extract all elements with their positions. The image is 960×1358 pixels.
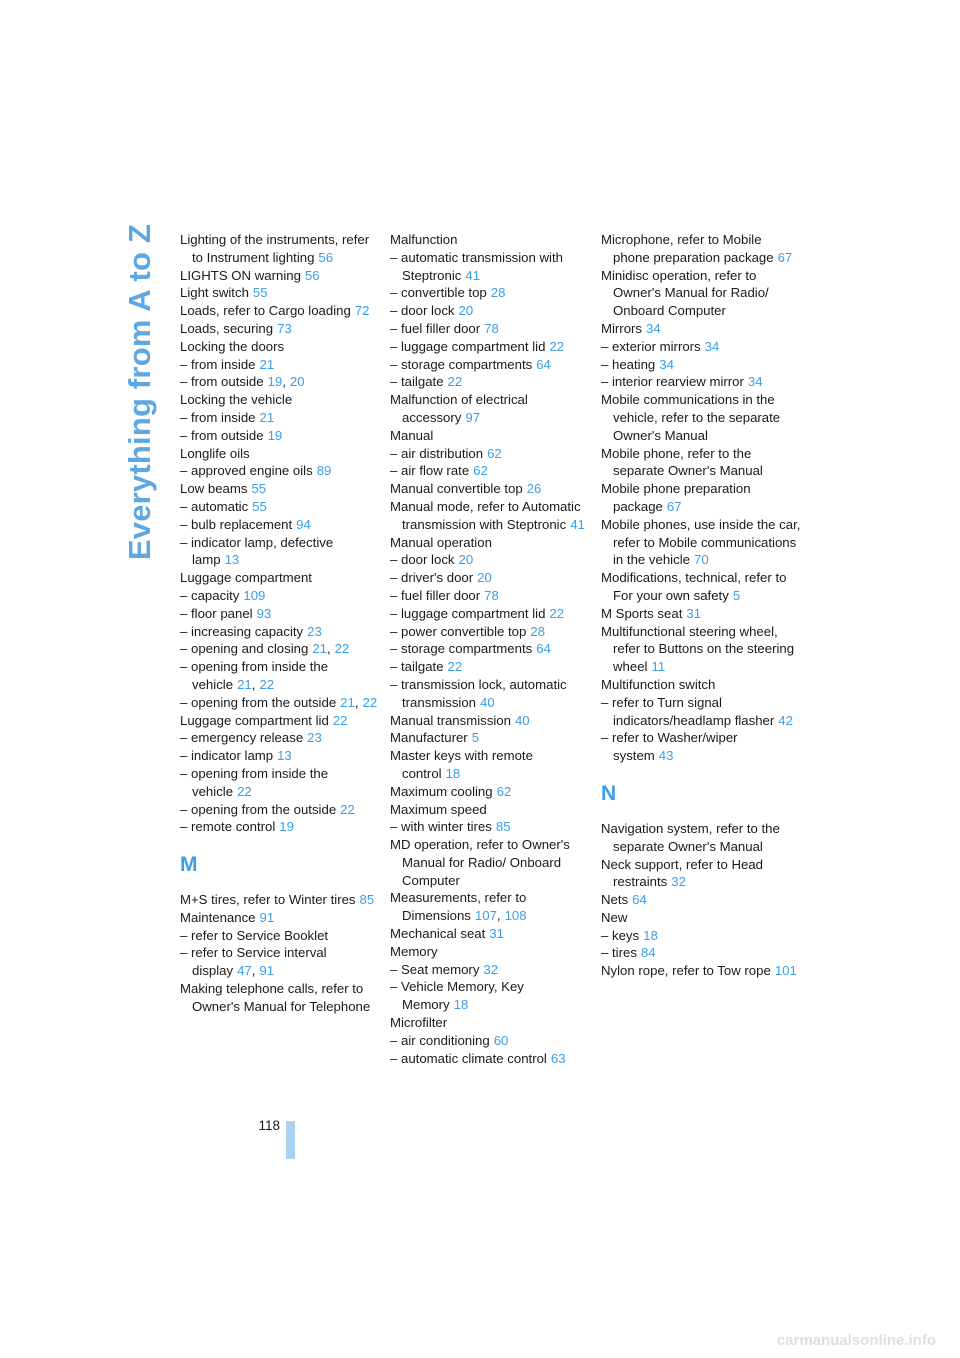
page-reference-link[interactable]: 13 bbox=[224, 552, 240, 568]
page-reference-link[interactable]: 47 bbox=[237, 963, 252, 979]
index-entry bbox=[390, 284, 590, 302]
index-entry-text: – power convertible top bbox=[390, 623, 527, 639]
page-reference-link[interactable]: 34 bbox=[704, 338, 720, 354]
index-entry bbox=[390, 801, 590, 819]
index-entry bbox=[390, 747, 590, 783]
index-entry bbox=[390, 498, 590, 534]
index-entry-text: Nylon rope, refer to Tow rope bbox=[601, 963, 771, 979]
index-entry-text: Mechanical seat bbox=[390, 926, 486, 942]
index-entry-text: – automatic transmission with Steptronic bbox=[390, 249, 563, 283]
index-entry bbox=[390, 961, 590, 979]
index-entry bbox=[180, 712, 380, 730]
index-entry bbox=[601, 820, 801, 856]
page-reference-link[interactable]: 13 bbox=[277, 748, 292, 764]
page-reference-link[interactable]: 22 bbox=[332, 712, 348, 728]
index-entry-text: – bulb replacement bbox=[180, 516, 293, 532]
page-reference-link[interactable]: 23 bbox=[307, 730, 322, 746]
index-entry-text: Microfilter bbox=[390, 1015, 448, 1031]
index-entry bbox=[601, 569, 801, 605]
index-entry-text: – heating bbox=[601, 356, 656, 372]
index-entry-text: Luggage compartment bbox=[180, 570, 312, 586]
page-reference-link[interactable]: 22 bbox=[237, 783, 252, 799]
page-reference-link[interactable]: 91 bbox=[259, 963, 275, 979]
index-entry bbox=[180, 356, 380, 374]
page-reference-link[interactable]: 28 bbox=[530, 623, 546, 639]
index-entry-text: Malfunction bbox=[390, 232, 458, 247]
page-reference-link[interactable]: 72 bbox=[354, 303, 370, 319]
page-reference-link[interactable]: 73 bbox=[277, 320, 292, 336]
index-entry-text: Mobile phones, use inside the car, refer to Mobile communications in the vehicle bbox=[601, 516, 801, 568]
index-entry bbox=[601, 927, 801, 945]
index-column-2 bbox=[390, 231, 590, 1067]
index-entry bbox=[180, 534, 380, 570]
index-entry bbox=[390, 836, 590, 889]
index-entry-text: – tires bbox=[601, 945, 637, 961]
index-entry: Measurements, refer to Dimensions 107, 108 bbox=[390, 890, 527, 924]
page-reference-link[interactable]: 67 bbox=[666, 498, 682, 514]
index-entry bbox=[180, 587, 380, 605]
index-entry-text: – storage compartments bbox=[390, 356, 533, 372]
index-entry bbox=[390, 712, 590, 730]
index-entry bbox=[180, 498, 380, 516]
index-entry-text: Maximum speed bbox=[390, 801, 487, 817]
index-entry bbox=[390, 1032, 590, 1050]
page-reference-link[interactable]: 60 bbox=[493, 1032, 509, 1048]
index-entry bbox=[180, 267, 380, 285]
page-reference-link[interactable]: 21 bbox=[237, 676, 252, 692]
index-entry bbox=[601, 391, 801, 444]
index-entry-text: Locking the doors bbox=[180, 338, 285, 354]
index-entry bbox=[180, 462, 380, 480]
page-reference-link[interactable]: 21 bbox=[259, 409, 275, 425]
page-reference-link[interactable]: 34 bbox=[646, 320, 661, 336]
page-reference-link[interactable]: 22 bbox=[362, 694, 378, 710]
index-entry bbox=[601, 267, 801, 320]
index-entry-text: – luggage compartment lid bbox=[390, 605, 546, 621]
page-reference-link[interactable]: 55 bbox=[252, 498, 267, 514]
index-entry bbox=[390, 231, 590, 249]
index-entry bbox=[390, 925, 590, 943]
page-reference-link[interactable]: 101 bbox=[774, 963, 797, 979]
index-entry bbox=[601, 729, 801, 765]
index-entry bbox=[601, 856, 801, 892]
page-reference-link[interactable]: 43 bbox=[658, 748, 674, 764]
index-entry: – opening from inside the vehicle 21, 22 bbox=[180, 659, 329, 692]
index-entry bbox=[180, 409, 380, 427]
index-entry bbox=[180, 605, 380, 623]
index-entry-text: Multifunction switch bbox=[601, 676, 716, 692]
page-reference-link[interactable]: 40 bbox=[514, 712, 530, 728]
index-entry-text: Neck support, refer to Head restraints bbox=[601, 856, 763, 890]
index-entry-text: Light switch bbox=[180, 285, 249, 301]
index-entry-text: – air conditioning bbox=[390, 1032, 490, 1048]
index-entry: – from outside 19, 20 bbox=[180, 374, 305, 390]
index-entry bbox=[390, 445, 590, 463]
index-entry-text: MD operation, refer to Owner's Manual for Radio/ Onboard Computer bbox=[390, 837, 570, 888]
index-entry bbox=[601, 962, 801, 980]
index-letter-heading: M bbox=[180, 853, 198, 877]
index-entry bbox=[601, 944, 801, 962]
page-reference-link[interactable]: 20 bbox=[458, 552, 474, 568]
index-entry-text: Loads, refer to Cargo loading bbox=[180, 303, 351, 319]
index-entry bbox=[601, 891, 801, 909]
index-entry-text: Manual mode, refer to Automatic transmission with Steptronic bbox=[390, 498, 581, 532]
page-reference-link[interactable]: 5 bbox=[471, 730, 480, 746]
index-entry bbox=[180, 980, 380, 1016]
index-entry-text: – transmission lock, automatic transmission bbox=[390, 676, 567, 710]
index-entry bbox=[180, 818, 380, 836]
index-entry bbox=[601, 356, 801, 374]
page-reference-link[interactable]: 22 bbox=[447, 659, 463, 675]
index-entry bbox=[180, 909, 380, 927]
page-reference-link[interactable]: 62 bbox=[473, 463, 488, 479]
index-entry-text: – keys bbox=[601, 927, 640, 943]
watermark: carmanualsonline.info bbox=[776, 1332, 936, 1349]
index-entry-text: – automatic bbox=[180, 498, 249, 514]
page-number: 118 bbox=[258, 1118, 280, 1133]
page-reference-link[interactable]: 22 bbox=[549, 338, 565, 354]
page-reference-link[interactable]: 85 bbox=[495, 819, 511, 835]
index-entry bbox=[390, 605, 590, 623]
page-reference-link[interactable]: 64 bbox=[536, 641, 551, 657]
page-reference-link[interactable]: 84 bbox=[640, 945, 656, 961]
index-entry bbox=[601, 480, 801, 516]
index-entry-text: Manufacturer bbox=[390, 730, 468, 746]
page-reference-link[interactable]: 22 bbox=[549, 605, 565, 621]
index-entry bbox=[390, 338, 590, 356]
index-entry bbox=[390, 480, 590, 498]
index-entry-text: – emergency release bbox=[180, 730, 304, 746]
index-entry bbox=[390, 1014, 590, 1032]
page-reference-link[interactable]: 22 bbox=[259, 676, 275, 692]
page-reference-link[interactable]: 11 bbox=[651, 659, 666, 675]
index-entry-text: – driver's door bbox=[390, 570, 474, 586]
index-entry bbox=[390, 676, 590, 712]
index-entry-text: Low beams bbox=[180, 481, 248, 497]
index-entry: – refer to Service interval display 47, 91 bbox=[180, 945, 327, 979]
page-reference-link[interactable]: 64 bbox=[536, 356, 551, 372]
page-reference-link[interactable]: 91 bbox=[259, 909, 275, 925]
index-entry-text: – increasing capacity bbox=[180, 623, 304, 639]
page-reference-link[interactable]: 19 bbox=[279, 819, 294, 835]
index-entry bbox=[180, 231, 380, 267]
index-entry bbox=[390, 356, 590, 374]
page-reference-link[interactable]: 31 bbox=[686, 605, 702, 621]
index-entry bbox=[601, 338, 801, 356]
page-reference-link[interactable]: 18 bbox=[445, 765, 461, 781]
index-entry-text: – tailgate bbox=[390, 659, 444, 675]
index-entry-text: Maintenance bbox=[180, 909, 256, 925]
index-entry-text: Luggage compartment lid bbox=[180, 712, 329, 728]
index-entry bbox=[601, 623, 801, 676]
index-entry bbox=[601, 605, 801, 623]
index-entry bbox=[390, 623, 590, 641]
index-entry bbox=[180, 891, 380, 909]
index-entry bbox=[180, 391, 380, 409]
page-reference-link[interactable]: 42 bbox=[778, 712, 793, 728]
index-entry-text: Modifications, technical, refer to For your own safety bbox=[601, 570, 787, 603]
page-reference-link[interactable]: 19 bbox=[267, 374, 283, 390]
index-entry: – opening from the outside 21, 22 bbox=[180, 694, 378, 710]
index-entry-text: Locking the vehicle bbox=[180, 392, 293, 408]
page-reference-link[interactable]: 34 bbox=[659, 356, 674, 372]
page-reference-link[interactable]: 55 bbox=[251, 481, 267, 497]
index-entry bbox=[390, 818, 590, 836]
side-section-title-text: Everything from A to Z bbox=[122, 223, 158, 561]
index-entry bbox=[601, 320, 801, 338]
page-reference-link[interactable]: 78 bbox=[484, 587, 499, 603]
index-entry-text: Lighting of the instruments, refer to Instrument lighting bbox=[180, 232, 370, 265]
index-entry bbox=[180, 480, 380, 498]
index-entry-text: Maximum cooling bbox=[390, 783, 493, 799]
page-reference-link[interactable]: 41 bbox=[465, 267, 481, 283]
page-reference-link[interactable]: 62 bbox=[496, 783, 512, 799]
index-entry-text: – with winter tires bbox=[390, 819, 492, 835]
index-entry bbox=[180, 623, 380, 641]
page-reference-link[interactable]: 78 bbox=[484, 320, 499, 336]
index-entry-text: Memory bbox=[390, 943, 438, 959]
index-entry-text: – opening and closing bbox=[180, 641, 309, 657]
index-entry-text: M Sports seat bbox=[601, 605, 683, 621]
index-entry-text: – opening from inside the vehicle bbox=[180, 765, 329, 799]
index-entry-text: Microphone, refer to Mobile phone preparation package bbox=[601, 232, 774, 265]
page-reference-link[interactable]: 89 bbox=[316, 463, 332, 479]
index-entry-text: – door lock bbox=[390, 552, 455, 568]
index-entry-text: – Seat memory bbox=[390, 961, 480, 977]
index-entry bbox=[180, 801, 380, 819]
index-entry bbox=[601, 909, 801, 927]
page-reference-link[interactable]: 70 bbox=[693, 552, 709, 568]
page-reference-link[interactable]: 109 bbox=[243, 587, 266, 603]
page-reference-link[interactable]: 56 bbox=[318, 249, 334, 265]
index-entry-text: Measurements, refer to Dimensions bbox=[390, 890, 527, 924]
index-entry-text: Multifunctional steering wheel, refer to Buttons on the steering wheel bbox=[601, 623, 795, 675]
page-reference-link[interactable]: 94 bbox=[296, 516, 311, 532]
page-reference-link[interactable]: 21 bbox=[259, 356, 275, 372]
page-reference-link[interactable]: 85 bbox=[359, 892, 375, 908]
index-column-1 bbox=[180, 231, 380, 1016]
index-entry bbox=[180, 927, 380, 945]
index-entry bbox=[180, 569, 380, 587]
index-entry-text: Navigation system, refer to the separate Owner's Manual bbox=[601, 820, 780, 854]
index-entry-text: – fuel filler door bbox=[390, 320, 481, 336]
index-entry-text: Loads, securing bbox=[180, 320, 274, 336]
index-entry bbox=[180, 284, 380, 302]
index-entry bbox=[390, 462, 590, 480]
index-entry-text: – refer to Service Booklet bbox=[180, 927, 329, 943]
index-entry-text: – luggage compartment lid bbox=[390, 338, 546, 354]
index-entry-text: – opening from the outside bbox=[180, 694, 337, 710]
index-entry-text: – air flow rate bbox=[390, 463, 470, 479]
index-entry bbox=[390, 320, 590, 338]
index-entry-text: – from outside bbox=[180, 427, 264, 443]
index-entry bbox=[601, 694, 801, 730]
index-entry-text: Manual convertible top bbox=[390, 481, 523, 497]
index-entry bbox=[601, 373, 801, 391]
index-entry bbox=[390, 783, 590, 801]
index-entry-text: – from inside bbox=[180, 409, 256, 425]
page-reference-link[interactable]: 18 bbox=[453, 997, 469, 1013]
index-entry bbox=[180, 747, 380, 765]
index-entry bbox=[601, 445, 801, 481]
page-reference-link[interactable]: 63 bbox=[550, 1050, 566, 1066]
index-entry-text: New bbox=[601, 909, 628, 925]
index-entry-text: Mobile phone preparation package bbox=[601, 481, 751, 514]
index-entry bbox=[390, 587, 590, 605]
page-reference-link[interactable]: 18 bbox=[643, 927, 658, 943]
page-reference-link[interactable]: 23 bbox=[307, 623, 322, 639]
index-entry-text: – remote control bbox=[180, 819, 276, 835]
index-entry bbox=[601, 231, 801, 267]
page-reference-link[interactable]: 62 bbox=[487, 445, 502, 461]
index-entry-text: Manual transmission bbox=[390, 712, 511, 728]
page-reference-link[interactable]: 40 bbox=[480, 694, 495, 710]
index-entry-text: – tailgate bbox=[390, 374, 444, 390]
index-entry bbox=[180, 338, 380, 356]
index-entry-text: – opening from the outside bbox=[180, 801, 337, 817]
index-entry bbox=[390, 658, 590, 676]
page-reference-link[interactable]: 67 bbox=[777, 249, 793, 265]
index-entry bbox=[180, 427, 380, 445]
page-reference-link[interactable]: 22 bbox=[334, 641, 350, 657]
index-entry-text: – floor panel bbox=[180, 605, 253, 621]
page-reference-link[interactable]: 107 bbox=[474, 908, 497, 924]
index-column-3 bbox=[601, 231, 801, 980]
index-entry bbox=[390, 373, 590, 391]
index-entry-text: – fuel filler door bbox=[390, 587, 481, 603]
index-entry-text: – from outside bbox=[180, 374, 264, 390]
index-entry bbox=[390, 427, 590, 445]
index-entry bbox=[390, 640, 590, 658]
page-reference-link[interactable]: 56 bbox=[304, 267, 320, 283]
page-reference-link[interactable]: 55 bbox=[252, 285, 268, 301]
index-entry-text: Longlife oils bbox=[180, 445, 250, 461]
page-reference-link[interactable]: 21 bbox=[340, 694, 355, 710]
index-entry-text: – convertible top bbox=[390, 285, 487, 301]
index-entry bbox=[180, 320, 380, 338]
side-section-title bbox=[120, 223, 160, 561]
index-entry bbox=[180, 302, 380, 320]
index-entry-text: Mirrors bbox=[601, 320, 643, 336]
index-entry-text: – from inside bbox=[180, 356, 256, 372]
index-entry bbox=[180, 729, 380, 747]
index-entry bbox=[601, 676, 801, 694]
index-entry: – opening and closing 21, 22 bbox=[180, 641, 350, 657]
index-entry-text: – automatic climate control bbox=[390, 1050, 547, 1066]
index-entry-text: – capacity bbox=[180, 587, 240, 603]
index-entry-text: – indicator lamp, defective lamp bbox=[180, 534, 334, 568]
page-reference-link[interactable]: 32 bbox=[671, 874, 686, 890]
index-entry bbox=[180, 516, 380, 534]
index-entry bbox=[390, 534, 590, 552]
page-reference-link[interactable]: 19 bbox=[267, 427, 283, 443]
page-reference-link[interactable]: 93 bbox=[256, 605, 272, 621]
page-reference-link[interactable]: 108 bbox=[504, 908, 527, 924]
index-letter-heading: N bbox=[601, 781, 617, 805]
index-entry bbox=[390, 943, 590, 961]
page-reference-link[interactable]: 20 bbox=[458, 303, 474, 319]
index-entry-text: – approved engine oils bbox=[180, 463, 313, 479]
page-reference-link[interactable]: 5 bbox=[732, 587, 741, 603]
index-entry-text: M+S tires, refer to Winter tires bbox=[180, 892, 356, 908]
page-reference-link[interactable]: 22 bbox=[340, 801, 355, 817]
page-reference-link[interactable]: 41 bbox=[570, 516, 585, 532]
index-entry-text: Mobile phone, refer to the separate Owner's Manual bbox=[601, 445, 763, 479]
index-entry-text: Minidisc operation, refer to Owner's Manual for Radio/ Onboard Computer bbox=[601, 267, 769, 319]
page-reference-link[interactable]: 64 bbox=[632, 892, 647, 908]
index-entry bbox=[601, 516, 801, 569]
index-entry bbox=[390, 729, 590, 747]
page-reference-link[interactable]: 20 bbox=[289, 374, 305, 390]
index-entry bbox=[180, 445, 380, 463]
index-entry-text: Malfunction of electrical accessory bbox=[390, 392, 528, 425]
index-entry-text: Manual bbox=[390, 427, 434, 443]
footer-accent-bar bbox=[286, 1121, 295, 1159]
page-reference-link[interactable]: 32 bbox=[483, 961, 499, 977]
index-entry-text: – exterior mirrors bbox=[601, 338, 701, 354]
index-entry-text: – refer to Turn signal indicators/headlamp flasher bbox=[601, 694, 775, 728]
index-entry-text: – indicator lamp bbox=[180, 748, 274, 764]
index-entry bbox=[390, 249, 590, 285]
index-entry-text: LIGHTS ON warning bbox=[180, 267, 301, 283]
page-reference-link[interactable]: 28 bbox=[490, 285, 506, 301]
index-entry-text: – refer to Washer/wiper system bbox=[601, 730, 738, 764]
index-entry bbox=[390, 302, 590, 320]
page-reference-link[interactable]: 21 bbox=[312, 641, 327, 657]
page-reference-link[interactable]: 97 bbox=[465, 409, 481, 425]
index-entry-text: – refer to Service interval display bbox=[180, 945, 327, 979]
index-entry-text: – door lock bbox=[390, 303, 455, 319]
index-entry-text: – interior rearview mirror bbox=[601, 374, 744, 390]
index-entry bbox=[390, 1050, 590, 1068]
page-reference-link[interactable]: 20 bbox=[477, 570, 492, 586]
page-reference-link[interactable]: 26 bbox=[526, 481, 542, 497]
index-entry bbox=[390, 569, 590, 587]
index-entry-text: Mobile communications in the vehicle, refer to the separate Owner's Manual bbox=[601, 392, 781, 443]
index-entry bbox=[390, 978, 590, 1014]
index-entry bbox=[390, 391, 590, 427]
index-entry bbox=[390, 551, 590, 569]
index-entry-text: Nets bbox=[601, 892, 629, 908]
index-entry bbox=[180, 765, 380, 801]
index-entry-text: – air distribution bbox=[390, 445, 484, 461]
index-entry-text: – opening from inside the vehicle bbox=[180, 659, 329, 692]
page-reference-link[interactable]: 34 bbox=[747, 374, 763, 390]
index-entry-text: – storage compartments bbox=[390, 641, 533, 657]
index-entry-text: Making telephone calls, refer to Owner's Manual for Telephone bbox=[180, 981, 371, 1014]
index-entry-text: Master keys with remote control bbox=[390, 748, 533, 781]
index-entry-text: – Vehicle Memory, Key Memory bbox=[390, 979, 524, 1013]
index-entry-text: Manual operation bbox=[390, 534, 492, 550]
page-reference-link[interactable]: 22 bbox=[447, 374, 463, 390]
page-reference-link[interactable]: 31 bbox=[489, 926, 504, 942]
